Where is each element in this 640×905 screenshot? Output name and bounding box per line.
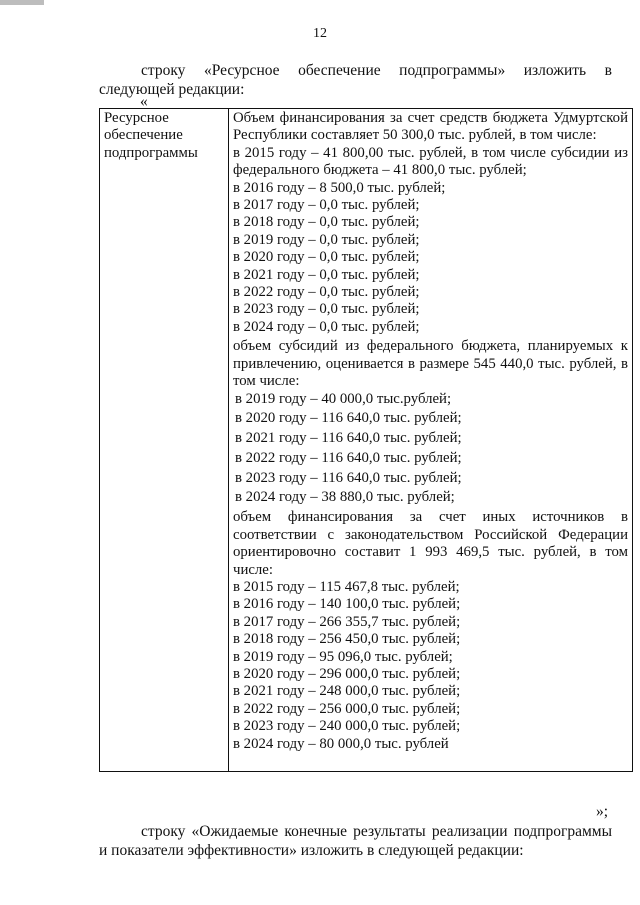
federal-row: в 2024 году – 38 880,0 тыс. рублей;: [235, 489, 455, 506]
federal-row: в 2019 году – 40 000,0 тыс.рублей;: [235, 390, 452, 407]
federal-row: в 2020 году – 116 640,0 тыс. рублей;: [235, 410, 462, 427]
budget-row: в 2018 году – 0,0 тыс. рублей;: [233, 214, 420, 231]
label-text: Ресурсное обеспечение подпрограммы: [104, 110, 198, 161]
other-row: в 2024 году – 80 000,0 тыс. рублей: [233, 735, 449, 752]
other-row: в 2019 году – 95 096,0 тыс. рублей;: [233, 648, 453, 665]
close-quote: »;: [595, 803, 608, 820]
intro-paragraph-text: строку «Ресурсное обеспечение подпрограммы» изложить в следующей редакции:: [99, 62, 612, 98]
federal-row: в 2021 году – 116 640,0 тыс. рублей;: [235, 430, 462, 447]
federal-row: в 2023 году – 116 640,0 тыс. рублей;: [235, 469, 462, 486]
federal-rows: [233, 391, 628, 507]
outro-paragraph: [99, 822, 612, 860]
budget-row: в 2024 году – 0,0 тыс. рублей;: [233, 318, 420, 335]
intro-paragraph: [99, 61, 612, 99]
table-row: [100, 109, 633, 772]
other-row: в 2015 году – 115 467,8 тыс. рублей;: [233, 578, 460, 595]
budget-intro: Объем финансирования за счет средств бюджета Удмуртской Республики составляет 50 300,0 тыс. рублей, в том числе:: [233, 110, 628, 144]
outro-paragraph-text: строку «Ожидаемые конечные результаты реализации подпрограммы и показатели эффективности» изложить в следующей редакции:: [99, 823, 612, 859]
budget-row: в 2021 году – 0,0 тыс. рублей;: [233, 266, 420, 283]
federal-intro: объем субсидий из федерального бюджета, планируемых к привлечению, оценивается в размере 545 440,0 тыс. рублей, в том числе:: [233, 338, 628, 390]
other-intro: объем финансирования за счет иных источников в соответствии с законодательством Российской Федерации ориентировочно составит 1 993 469,5 тыс. рублей, в том числе:: [233, 509, 628, 578]
resource-table: [99, 108, 633, 772]
other-row: в 2018 году – 256 450,0 тыс. рублей;: [233, 631, 461, 648]
budget-row: в 2016 году – 8 500,0 тыс. рублей;: [233, 179, 446, 196]
scan-corner-mark: [0, 0, 44, 5]
budget-row: в 2023 году – 0,0 тыс. рублей;: [233, 301, 420, 318]
page-number: 12: [313, 26, 327, 41]
other-row: в 2017 году – 266 355,7 тыс. рублей;: [233, 613, 461, 630]
budget-row: в 2022 году – 0,0 тыс. рублей;: [233, 284, 420, 301]
budget-row-2015: в 2015 году – 41 800,00 тыс. рублей, в том числе субсидии из федерального бюджета – 41 800,0 тыс. рублей;: [233, 144, 628, 179]
other-row: в 2016 году – 140 100,0 тыс. рублей;: [233, 596, 461, 613]
other-row: в 2023 году – 240 000,0 тыс. рублей;: [233, 718, 461, 735]
budget-row: в 2019 году – 0,0 тыс. рублей;: [233, 231, 420, 248]
other-row: в 2021 году – 248 000,0 тыс. рублей;: [233, 683, 461, 700]
other-row: в 2020 году – 296 000,0 тыс. рублей;: [233, 665, 461, 682]
content-cell: [229, 109, 633, 772]
federal-row: в 2022 году – 116 640,0 тыс. рублей;: [235, 449, 462, 466]
open-quote: «: [140, 93, 148, 110]
label-cell: [100, 109, 229, 772]
budget-row: в 2017 году – 0,0 тыс. рублей;: [233, 197, 420, 214]
other-row: в 2022 году – 256 000,0 тыс. рублей;: [233, 700, 461, 717]
budget-row: в 2020 году – 0,0 тыс. рублей;: [233, 249, 420, 266]
